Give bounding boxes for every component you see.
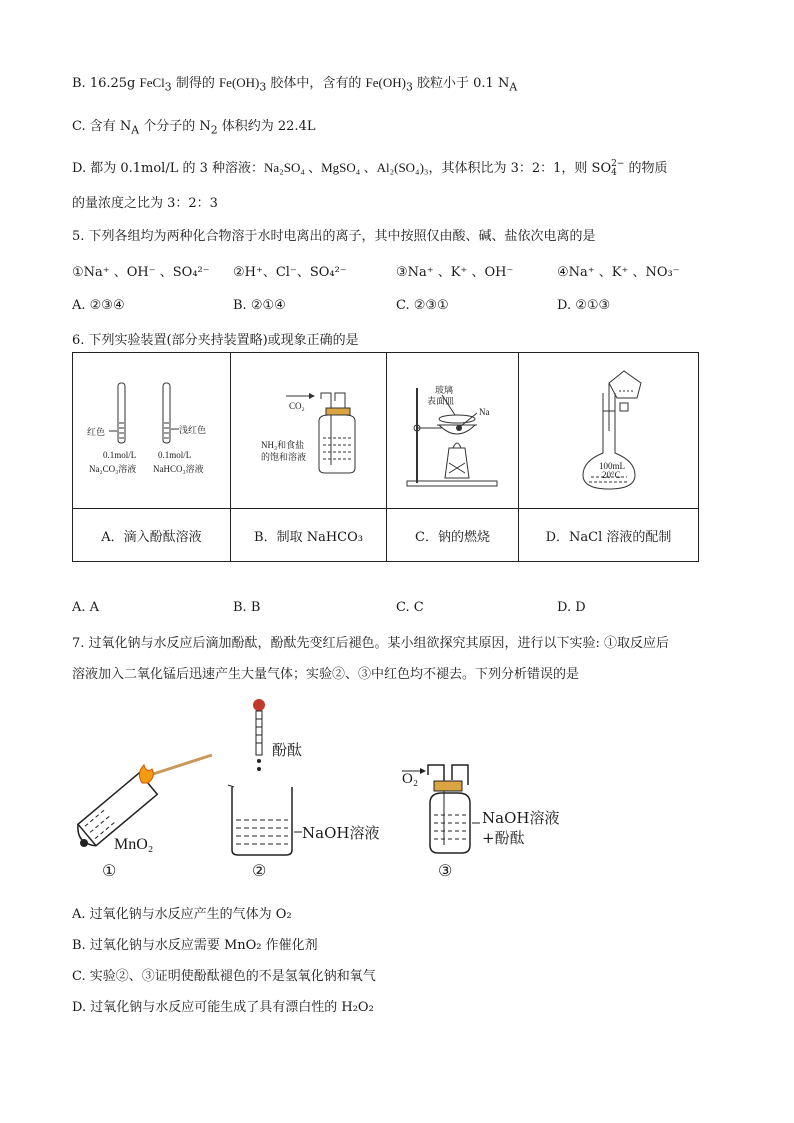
q6-figure-a-cell: [73, 353, 231, 509]
q7-option-a: A. 过氧化钠与水反应产生的气体为 O₂: [72, 907, 292, 922]
q6-caption-c: C．钠的燃烧: [387, 509, 519, 562]
q4-b-formula-fecl3: FeCl: [139, 75, 165, 90]
q6-choice-d: D. D: [557, 600, 586, 615]
q6-burning-figure: [387, 353, 518, 508]
q4-option-d-line2: 的量浓度之比为 3：2：3: [72, 196, 218, 211]
q4-b-text-2: 制得的: [171, 76, 219, 91]
q7-o2-label: O₂: [402, 771, 419, 787]
q6-c-label-na: Na: [479, 407, 490, 417]
q6-choice-b: B. B: [233, 600, 261, 615]
q6-d-temperature: 20°C: [602, 470, 621, 480]
q4-c-text-3: 体积约为 22.4L: [217, 119, 316, 134]
q4-c-text-2: 个分子的 N: [139, 119, 211, 134]
q7-experiment-figure: [72, 695, 592, 885]
q7-stem-line2: 溶液加入二氧化锰后迅速产生大量气体；实验②、③中红色均不褪去。下列分析错误的是: [72, 667, 580, 682]
q4-b-formula-feoh3-2: Fe(OH): [365, 75, 406, 90]
q4-b-sub: 3: [164, 80, 172, 94]
q5-choice-d: D. ②①③: [557, 298, 611, 313]
q7-apparatus-drawing: [72, 695, 592, 885]
q6-stem: 6. 下列实验装置(部分夹持装置略)或现象正确的是: [72, 333, 359, 348]
q4-d-formulas: Na₂SO₄ 、MgSO₄ 、Al₂(SO₄)₃: [264, 160, 429, 175]
q4-option-c: [72, 115, 315, 137]
q5-choice-c: C. ②③①: [396, 298, 449, 313]
q4-d-sup: 2−: [611, 158, 625, 169]
q6-b-solution-2: 的饱和溶液: [261, 452, 307, 462]
q7-phenolphthalein-label: 酚酞: [272, 741, 303, 759]
q4-b-sub-a: A: [509, 80, 518, 94]
q6-figure-c-cell: [387, 353, 519, 509]
q5-ion-group-1: ①Na⁺ 、OH⁻ 、SO₄²⁻: [72, 265, 210, 280]
q7-phenol-added-label: +酚酞: [482, 829, 525, 847]
q4-b-text-4: 胶粒小于 0.1 N: [412, 76, 510, 91]
q6-caption-a: A．滴入酚酞溶液: [73, 509, 231, 562]
q5-stem: 5. 下列各组均为两种化合物溶于水时电离出的离子，其中按照仅由酸、碱、盐依次电离的是: [72, 229, 596, 244]
q7-option-b: B. 过氧化钠与水反应需要 MnO₂ 作催化剂: [72, 938, 318, 953]
q4-d-text-1: D. 都为 0.1mol/L 的 3 种溶液：: [72, 161, 265, 176]
q5-choice-b: B. ②①④: [233, 298, 286, 313]
q4-option-b: [72, 72, 517, 94]
q4-b-text-3: 胶体中，含有的: [266, 76, 366, 91]
q6-c-label-dish: 表面皿: [427, 396, 455, 406]
q4-d-sub: 4: [611, 167, 617, 178]
q4-option-d-line1: [72, 157, 668, 178]
q5-choice-a: A. ②③④: [72, 298, 125, 313]
q7-experiment-2-number: ②: [252, 861, 267, 880]
q6-a-conc-left: 0.1mol/L: [103, 450, 137, 460]
q6-figure-d-cell: [519, 353, 699, 509]
q6-caption-d: D．NaCl 溶液的配制: [519, 509, 699, 562]
q7-naoh-solution-label: NaOH溶液: [482, 809, 560, 827]
q4-b-text-1: B. 16.25g: [72, 76, 140, 91]
q6-gas-bottle-figure: [231, 353, 386, 508]
q4-b-sub: 3: [405, 80, 413, 94]
q7-option-c: C. 实验②、③证明使酚酞褪色的不是氢氧化钠和氧气: [72, 969, 376, 984]
q4-c-sub-2: 2: [210, 123, 218, 137]
q6-c-label-glass: 玻璃: [435, 385, 454, 395]
q4-d-text-2: ，其体积比为 3：2：1，则 SO: [428, 161, 612, 176]
q6-d-volume: 100mL: [599, 461, 625, 471]
q6-apparatus-table: [72, 352, 699, 562]
q5-ion-group-4: ④Na⁺ 、K⁺ 、NO₃⁻: [557, 265, 680, 280]
q4-c-sub-a: A: [131, 123, 140, 137]
q6-caption-b: B．制取 NaHCO₃: [231, 509, 387, 562]
q7-naoh-label: NaOH溶液: [302, 824, 380, 842]
q6-volumetric-flask-figure: [519, 353, 698, 508]
q6-a-sol-left: Na₂CO₃溶液: [89, 464, 137, 474]
q7-experiment-1-number: ①: [102, 861, 117, 880]
q6-choice-c: C. C: [396, 600, 424, 615]
q6-b-gas-label: CO₂: [289, 401, 305, 411]
q6-figure-b-cell: [231, 353, 387, 509]
q7-stem-line1: 7. 过氧化钠与水反应后滴加酚酞，酚酞先变红后褪色。某小组欲探究其原因，进行以下实验: ①取反应后: [72, 636, 670, 651]
q6-b-solution-1: NH₃和食盐: [261, 440, 305, 450]
q5-ion-group-3: ③Na⁺ 、K⁺ 、OH⁻: [396, 265, 514, 280]
q6-a-label-light-red: 浅红色: [179, 425, 207, 435]
q4-b-sub: 3: [259, 80, 267, 94]
q4-d-text-3: 的物质: [624, 161, 668, 176]
q5-ion-group-2: ②H⁺、Cl⁻、SO₄²⁻: [233, 265, 347, 280]
q4-b-formula-feoh3: Fe(OH): [218, 75, 260, 90]
q7-option-d: D. 过氧化钠与水反应可能生成了具有漂白性的 H₂O₂: [72, 1000, 374, 1015]
q6-a-label-red: 红色: [87, 427, 106, 437]
q4-c-text-1: C. 含有 N: [72, 119, 132, 134]
q7-mno2-label: MnO₂: [114, 836, 154, 853]
q7-experiment-3-number: ③: [438, 861, 453, 880]
q6-a-sol-right: NaHCO₃溶液: [153, 464, 204, 474]
q6-choice-a: A. A: [72, 600, 100, 615]
q6-a-conc-right: 0.1mol/L: [158, 450, 192, 460]
